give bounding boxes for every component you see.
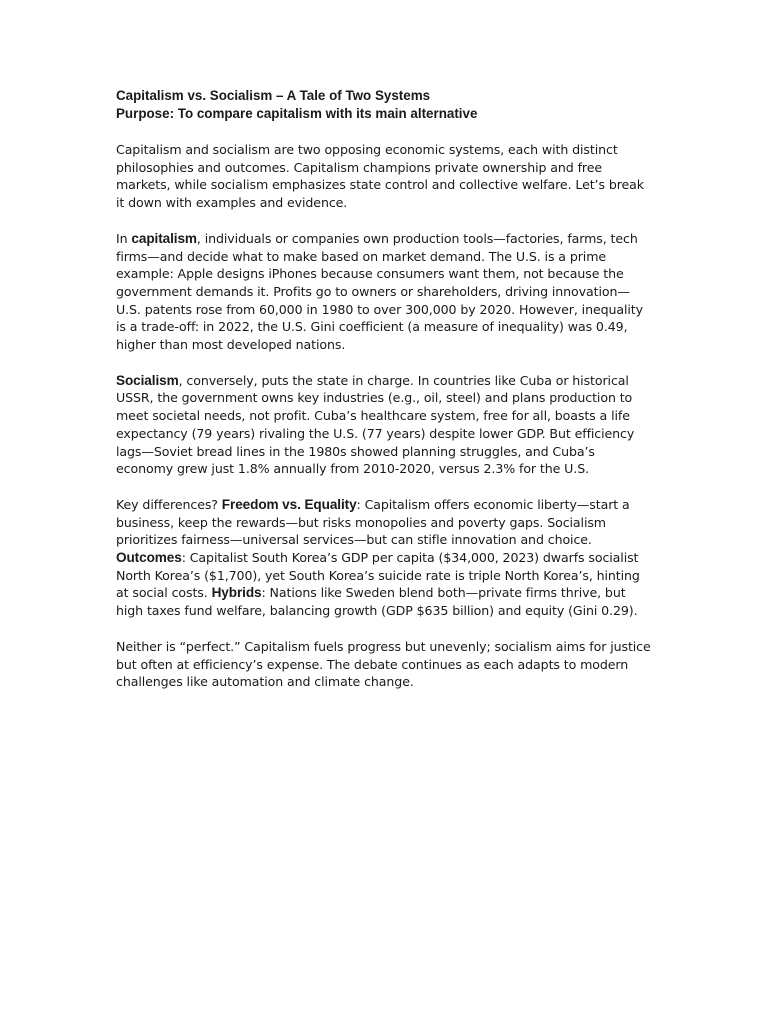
socialism-text: , conversely, puts the state in charge. In countries like Cuba or historical USSR, the government owns key industries (e.g., oil, steel) and plans production to meet societal needs, not profit. Cuba’s healthcare system, free for all, boasts a life expectancy (79 years) rivaling the U.S. (77 years) despite lower GDP. But efficiency lags—Soviet bread lines in the 1980s showed planning struggles, and Cuba’s economy grew just 1.8% annually from 2010-2020, versus 2.3% for the U.S. <box>116 372 635 477</box>
differences-lead: Key differences? <box>116 496 222 512</box>
spacer <box>116 354 652 372</box>
hybrids-text: : Nations like Sweden blend both—private firms thrive, but high taxes fund welfare, balancing growth (GDP $635 billion) and equity (Gini 0.29). <box>116 585 638 619</box>
outcomes-text: : Capitalist South Korea’s GDP per capita ($34,000, 2023) dwarfs socialist North Korea’s ($1,700), yet South Korea’s suicide rate is triple North Korea’s, hinting at social costs. <box>116 550 640 601</box>
socialism-keyword: Socialism <box>116 372 179 388</box>
freedom-equality-text: : Capitalism offers economic liberty—start a business, keep the rewards—but risks monopolies and poverty gaps. Socialism prioritizes fairness—universal services—but can stifle innovation and choice. <box>116 496 630 548</box>
freedom-equality-keyword: Freedom vs. Equality <box>221 496 357 512</box>
hybrids-keyword: Hybrids <box>211 585 262 601</box>
outcomes-keyword: Outcomes <box>116 550 182 566</box>
capitalism-text: , individuals or companies own production tools—factories, farms, tech firms—and decide what to make based on market demand. The U.S. is a prime example: Apple designs iPhones because consumers want them, not because the government demands it. Profits go to owners or shareholders, driving innovation—U.S. patents rose from 60,000 in 1980 to over 300,000 by 2020. However, inequality is a trade-off: in 2022, the U.S. Gini coefficient (a measure of inequality) was 0.49, higher than most developed nations. <box>116 230 643 353</box>
conclusion-paragraph: Neither is “perfect.” Capitalism fuels progress but unevenly; socialism aims for justice but often at efficiency’s expense. The debate continues as each adapts to modern challenges like automation and climate change. <box>116 638 651 690</box>
document-page <box>116 87 652 691</box>
spacer <box>116 212 652 230</box>
document-title: Capitalism vs. Socialism – A Tale of Two Systems <box>116 88 431 103</box>
socialism-paragraph <box>116 372 652 478</box>
capitalism-paragraph <box>116 230 652 354</box>
capitalism-keyword: capitalism <box>131 230 197 246</box>
document-purpose: Purpose: To compare capitalism with its main alternative <box>116 106 478 121</box>
spacer <box>116 620 652 638</box>
spacer <box>116 478 652 496</box>
spacer <box>116 123 652 141</box>
intro-paragraph: Capitalism and socialism are two opposing economic systems, each with distinct philosophies and outcomes. Capitalism champions private ownership and free markets, while socialism emphasizes state control and collective welfare. Let’s break it down with examples and evidence. <box>116 142 644 211</box>
capitalism-lead: In <box>116 230 132 246</box>
differences-paragraph <box>116 496 652 620</box>
